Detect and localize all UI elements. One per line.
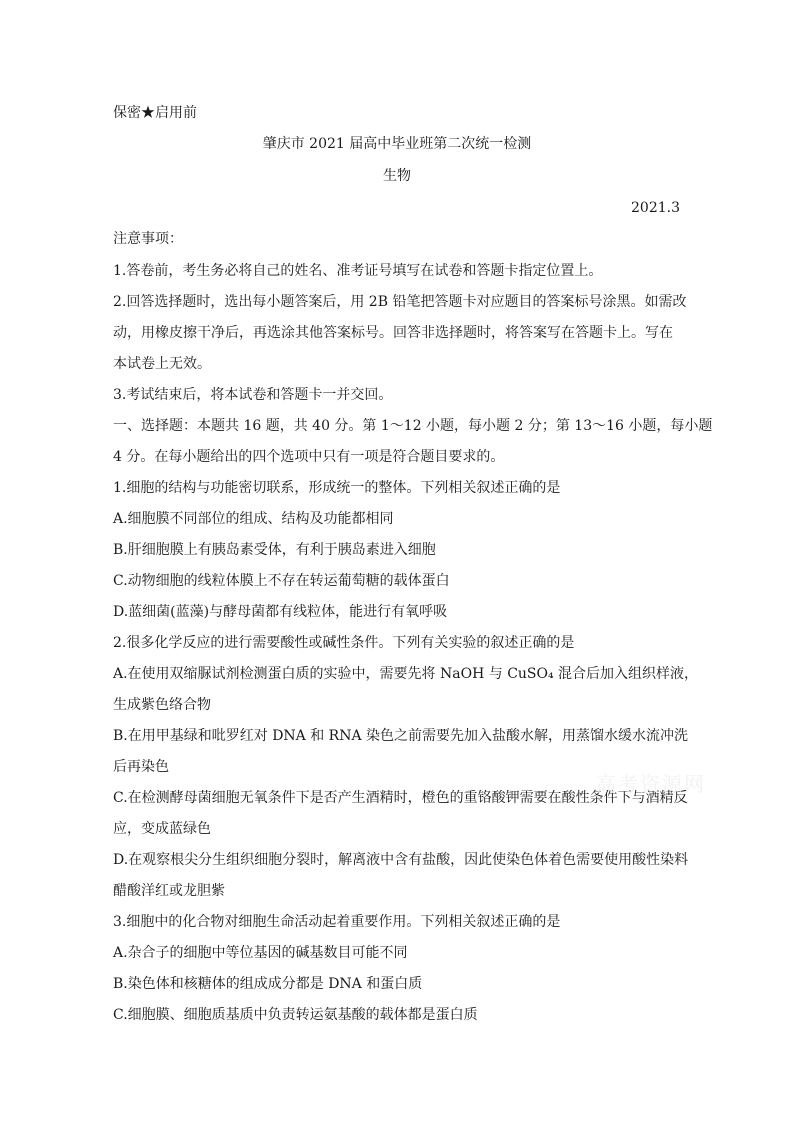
q1-option-b: B.肝细胞膜上有胰岛素受体，有利于胰岛素进入细胞 [113,542,436,558]
q1-option-d: D.蓝细菌(蓝藻)与酵母菌都有线粒体，能进行有氧呼吸 [113,604,448,620]
q2-option-d-cont: 醋酸洋红或龙胆紫 [113,883,225,899]
section-heading: 一、选择题：本题共 16 题，共 40 分。第 1～12 小题，每小题 2 分；第 13～16 小题，每小题 [113,418,713,434]
subject-title: 生物 [383,168,411,184]
confidential-label: 保密★启用前 [113,105,197,121]
watermark: 高考资源网 [596,772,706,796]
notice-item-3: 3.考试结束后，将本试卷和答题卡一并交回。 [113,387,393,403]
q3-stem: 3.细胞中的化合物对细胞生命活动起着重要作用。下列相关叙述正确的是 [113,914,561,930]
q2-option-a: A.在使用双缩脲试剂检测蛋白质的实验中，需要先将 NaOH 与 CuSO₄ 混合后加入组织样液， [113,666,699,682]
q2-option-b: B.在用甲基绿和吡罗红对 DNA 和 RNA 染色之前需要先加入盐酸水解，用蒸馏水缓水流冲洗 [113,728,689,744]
q2-option-d: D.在观察根尖分生组织细胞分裂时，解离液中含有盐酸，因此使染色体着色需要使用酸性染料 [113,852,689,868]
q3-option-a: A.杂合子的细胞中等位基因的碱基数目可能不同 [113,945,408,961]
notice-item-2-cont: 动，用橡皮擦干净后，再选涂其他答案标号。回答非选择题时，将答案写在答题卡上。写在 [113,325,673,341]
q1-stem: 1.细胞的结构与功能密切联系，形成统一的整体。下列相关叙述正确的是 [113,480,561,496]
q3-option-b: B.染色体和核糖体的组成成分都是 DNA 和蛋白质 [113,976,423,992]
q2-option-c-cont: 应，变成蓝绿色 [113,821,211,837]
section-heading-cont: 4 分。在每小题给出的四个选项中只有一项是符合题目要求的。 [113,449,505,465]
q2-stem: 2.很多化学反应的进行需要酸性或碱性条件。下列有关实验的叙述正确的是 [113,635,575,651]
q1-option-a: A.细胞膜不同部位的组成、结构及功能都相同 [113,511,394,527]
notice-item-1: 1.答卷前，考生务必将自己的姓名、准考证号填写在试卷和答题卡指定位置上。 [113,263,603,279]
exam-date: 2021.3 [631,200,680,216]
q2-option-b-cont: 后再染色 [113,759,169,775]
notice-heading: 注意事项： [113,231,183,247]
q1-option-c: C.动物细胞的线粒体膜上不存在转运葡萄糖的载体蛋白 [113,573,450,589]
notice-item-2-end: 本试卷上无效。 [113,356,211,372]
notice-item-2: 2.回答选择题时，选出每小题答案后，用 2B 铅笔把答题卡对应题目的答案标号涂黑。如需改 [113,294,687,310]
q2-option-a-cont: 生成紫色络合物 [113,697,211,713]
q2-option-c: C.在检测酵母菌细胞无氧条件下是否产生酒精时，橙色的重铬酸钾需要在酸性条件下与酒精反 [113,790,688,806]
q3-option-c: C.细胞膜、细胞质基质中负责转运氨基酸的载体都是蛋白质 [113,1007,478,1023]
exam-title: 肇庆市 2021 届高中毕业班第二次统一检测 [262,136,532,152]
